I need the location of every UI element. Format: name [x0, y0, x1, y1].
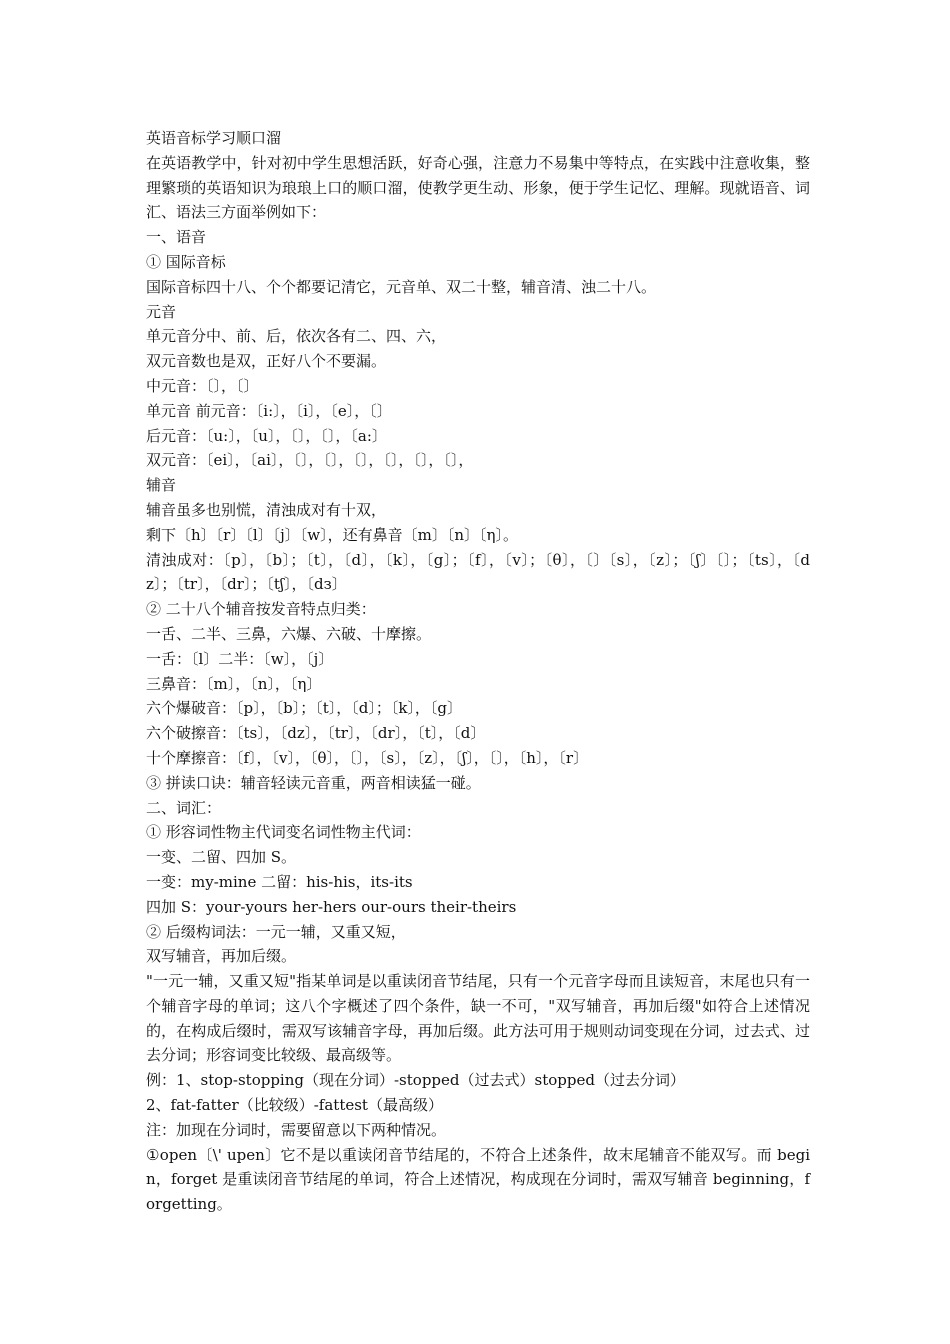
document-title: 英语音标学习顺口溜	[146, 129, 282, 147]
text-line: 六个破擦音：〔ts〕，〔dz〕，〔tr〕，〔dr〕，〔t〕，〔d〕	[146, 724, 486, 743]
text-line: 国际音标四十八、个个都要记清它，元音单、双二十整，辅音清、浊二十八。	[146, 277, 657, 296]
text-line: ② 二十八个辅音按发音特点归类：	[146, 600, 376, 619]
text-line: 一舌、二半、三鼻，六爆、六破、十摩擦。	[146, 624, 432, 643]
open-example-paragraph: ①open〔\' upen〕它不是以重读闭音节结尾的，不符合上述条件，故末尾辅音不能双写。而 begin，forget 是重读闭音节结尾的单词，符合上述情况，构成现在分词时，需双写辅音 beginning，forgetting。	[146, 1145, 810, 1214]
text-line: 中元音：〔〕，〔〕	[146, 376, 259, 395]
intro-paragraph: 在英语教学中，针对初中学生思想活跃，好奇心强，注意力不易集中等特点，在实践中注意收集，整理繁琐的英语知识为琅琅上口的顺口溜，使教学更生动、形象，便于学生记忆、理解。现就语音、词汇、语法三方面举例如下：	[146, 153, 810, 222]
voicing-pairs-paragraph: 清浊成对：〔p〕，〔b〕；〔t〕，〔d〕，〔k〕，〔g〕；〔f〕，〔v〕；〔θ〕，〔〕〔s〕，〔z〕；〔ʃ〕〔〕；〔ts〕，〔dz〕；〔tr〕，〔dr〕；〔tʃ〕，〔dз〕	[146, 550, 810, 594]
text-line: 四加 S：your-yours her-hers our-ours their-theirs	[146, 897, 517, 916]
text-line: 六个爆破音：〔p〕，〔b〕；〔t〕，〔d〕；〔k〕，〔g〕	[146, 699, 463, 718]
text-line: 双元音数也是双，正好八个不要漏。	[146, 352, 387, 371]
text-line: 双写辅音，再加后缀。	[146, 947, 297, 966]
text-line: 注：加现在分词时，需要留意以下两种情况。	[146, 1120, 447, 1139]
text-line: 一舌：〔l〕二半：〔w〕，〔j〕	[146, 649, 334, 668]
text-line: 二、词汇：	[146, 798, 222, 817]
suffix-rule-paragraph: "一元一辅，又重又短"指某单词是以重读闭音节结尾，只有一个元音字母而且读短音，末尾也只有一个辅音字母的单词；这八个字概述了四个条件，缺一不可，"双写辅音，再加后缀"如符合上述情况的，在构成后缀时，需双写该辅音字母，再加后缀。此方法可用于规则动词变现在分词，过去式、过去分词；形容词变比较级、最高级等。	[146, 972, 810, 1065]
text-line: 单元音 前元音：〔i:〕，〔i〕，〔e〕，〔〕	[146, 401, 392, 420]
text-line: 例：1、stop-stopping（现在分词）-stopped（过去式）stopped（过去分词）	[146, 1071, 685, 1090]
text-line: 十个摩擦音：〔f〕，〔v〕，〔θ〕，〔〕，〔s〕，〔z〕，〔ʃ〕，〔〕，〔h〕，〔r〕	[146, 748, 589, 767]
text-line: 辅音	[146, 476, 177, 495]
text-line: 一变、二留、四加 S。	[146, 848, 297, 867]
text-line: 后元音：〔u:〕，〔u〕，〔〕，〔〕，〔a:〕	[146, 426, 387, 445]
text-line: 双元音：〔ei〕，〔ai〕，〔〕，〔〕，〔〕，〔〕，〔〕，〔〕，	[146, 451, 474, 470]
text-line: ① 国际音标	[146, 252, 226, 271]
document-body	[146, 126, 810, 1217]
text-line: 三鼻音：〔m〕，〔n〕，〔η〕	[146, 674, 322, 693]
text-line: 一、语音	[146, 228, 207, 247]
text-line: 剩下〔h〕〔r〕〔l〕〔j〕〔w〕，还有鼻音〔m〕〔n〕〔η〕。	[146, 525, 518, 544]
text-line: ③ 拼读口诀：辅音轻读元音重，两音相读猛一碰。	[146, 773, 481, 792]
text-line: 一变：my-mine 二留：his-his，its-its	[146, 872, 413, 891]
text-line: 2、fat-fatter（比较级）-fattest（最高级）	[146, 1096, 443, 1115]
text-line: 元音	[146, 302, 177, 321]
text-line: 辅音虽多也别慌，清浊成对有十双，	[146, 500, 387, 519]
text-line: ① 形容词性物主代词变名词性物主代词：	[146, 823, 421, 842]
text-line: 单元音分中、前、后，依次各有二、四、六，	[146, 327, 447, 346]
text-line: ② 后缀构词法：一元一辅，又重又短，	[146, 922, 406, 941]
